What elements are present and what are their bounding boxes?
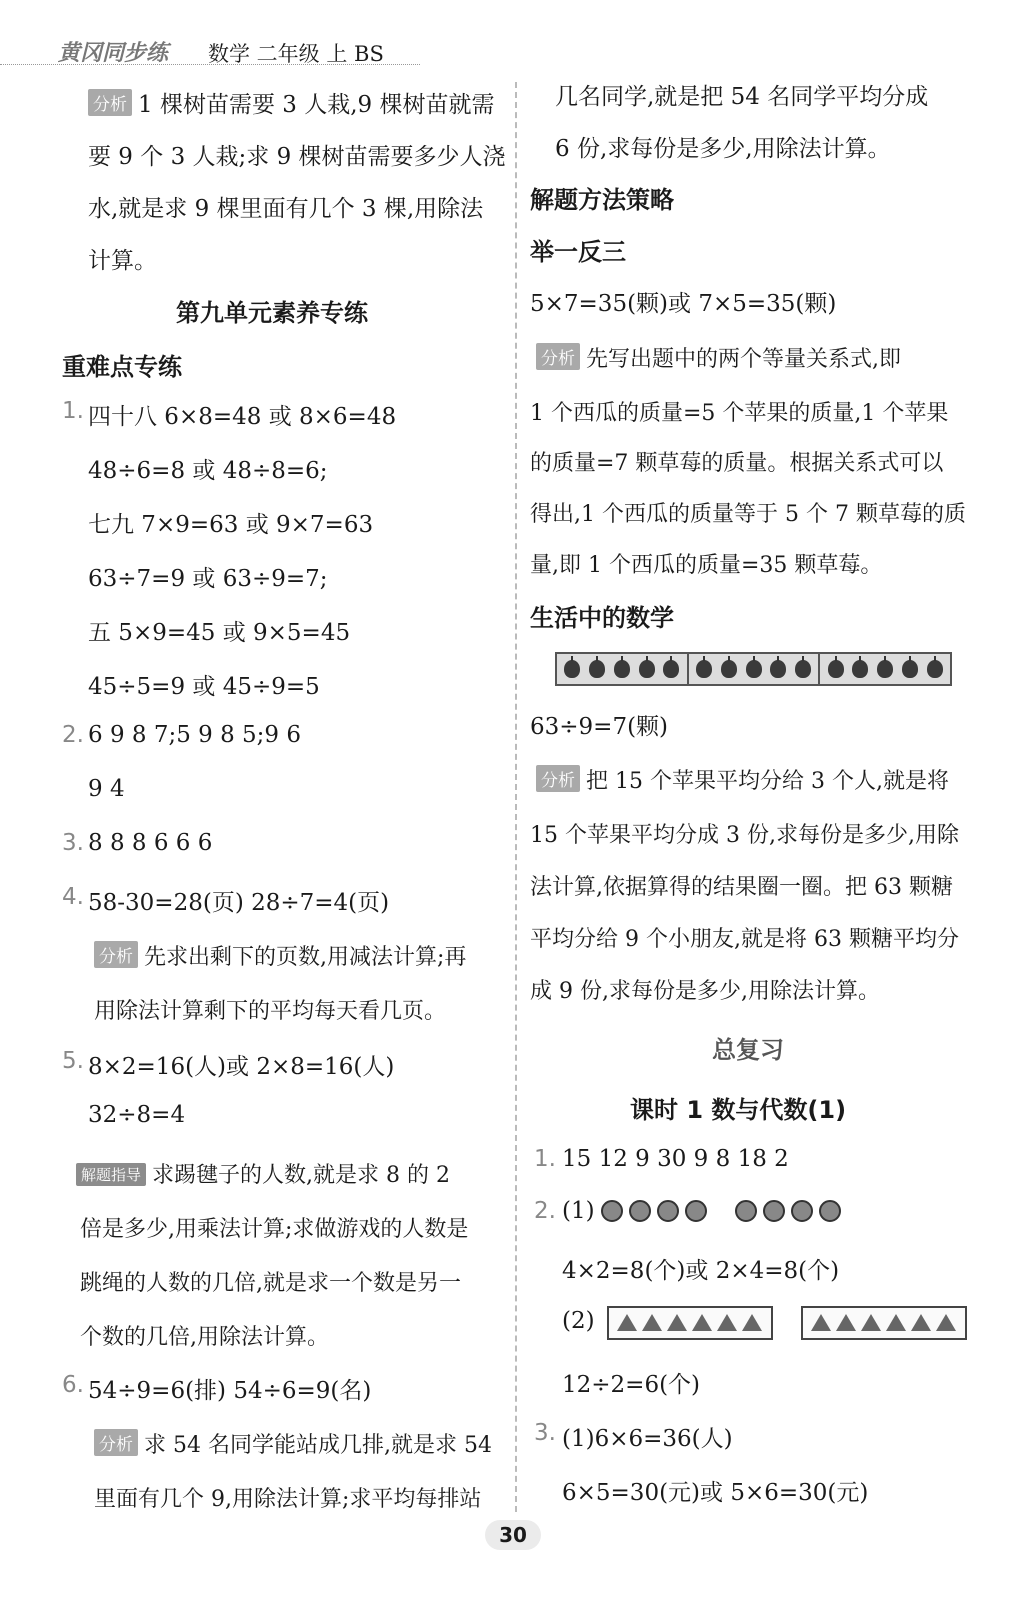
q4-analysis-line-2: 用除法计算剩下的平均每天看几页。 [94, 999, 447, 1024]
triangle-icon [692, 1314, 712, 1331]
q5-guide-line-1: 解题指导 求踢毽子的人数,就是求 8 的 2 [76, 1158, 450, 1189]
circle-icon [819, 1200, 841, 1222]
triangle-group-1 [607, 1306, 773, 1340]
analysis-tag: 分析 [88, 89, 132, 116]
eq-candy: 63÷9=7(颗) [530, 714, 669, 740]
q6-number: 6. [62, 1372, 84, 1398]
q2-line-1: 6 9 8 7;5 9 8 5;9 6 [88, 722, 302, 748]
analysis-tag: 分析 [94, 941, 138, 968]
q1-line-2: 48÷6=8 或 48÷8=6; [88, 458, 328, 484]
apple-icon [877, 660, 893, 678]
q4-number: 4. [62, 884, 84, 910]
analysis2-line-1: 分析 把 15 个苹果平均分给 3 个人,就是将 [536, 764, 949, 795]
analysis-tag: 分析 [536, 343, 580, 370]
analysis1-line-1: 分析 先写出题中的两个等量关系式,即 [536, 342, 901, 373]
apple-icon [852, 660, 868, 678]
q5-line-2: 32÷8=4 [88, 1102, 186, 1128]
apple-group-2 [689, 654, 821, 684]
q1-line-5: 五 5×9=45 或 9×5=45 [88, 620, 351, 646]
q4-line: 58-30=28(页) 28÷7=4(页) [88, 890, 390, 916]
r2-eq1: 4×2=8(个)或 2×4=8(个) [562, 1258, 840, 1284]
column-divider [515, 82, 517, 1512]
apple-icon [614, 660, 630, 678]
triangle-icon [617, 1314, 637, 1331]
apple-groups-figure [555, 652, 952, 686]
left-intro-line-2: 要 9 个 3 人栽;求 9 棵树苗需要多少人浇 [88, 144, 506, 170]
life-heading: 生活中的数学 [530, 604, 674, 632]
unit-title: 第九单元素养专练 [176, 299, 368, 327]
circle-icon [685, 1200, 707, 1222]
q1-line-3: 七九 7×9=63 或 9×7=63 [88, 512, 374, 538]
q1-line-4: 63÷7=9 或 63÷9=7; [88, 566, 328, 592]
analysis1-line-2: 1 个西瓜的质量=5 个苹果的质量,1 个苹果 [530, 401, 949, 426]
r2-circles [562, 1198, 847, 1224]
analysis2-line-4: 平均分给 9 个小朋友,就是将 63 颗糖平均分 [530, 927, 959, 952]
apple-icon [828, 660, 844, 678]
q3-number: 3. [62, 830, 84, 856]
apple-icon [902, 660, 918, 678]
analysis-tag: 分析 [536, 765, 580, 792]
apple-icon [721, 660, 737, 678]
q6-analysis-line-2: 里面有几个 9,用除法计算;求平均每排站 [94, 1487, 482, 1512]
analysis1-line-5: 量,即 1 个西瓜的质量=35 颗草莓。 [530, 553, 883, 578]
juyi-heading: 举一反三 [530, 238, 626, 266]
q2-number: 2. [62, 722, 84, 748]
r3-line-1: (1)6×6=36(人) [562, 1426, 733, 1452]
q5-guide-line-4: 个数的几倍,用除法计算。 [80, 1325, 329, 1350]
left-intro-line-3: 水,就是求 9 棵里面有几个 3 棵,用除法 [88, 196, 484, 222]
r2-part2-label: (2) [562, 1308, 595, 1334]
q1-line-1: 四十八 6×8=48 或 8×6=48 [88, 404, 397, 430]
left-intro-line-4: 计算。 [88, 248, 157, 274]
left-intro-line-1: 分析 1 棵树苗需要 3 人栽,9 棵树苗就需 [88, 86, 494, 119]
triangle-icon [911, 1314, 931, 1331]
triangle-icon [861, 1314, 881, 1331]
triangle-group-2 [801, 1306, 967, 1340]
triangle-icon [717, 1314, 737, 1331]
triangle-icon [936, 1314, 956, 1331]
r3-line-2: 6×5=30(元)或 5×6=30(元) [562, 1480, 869, 1506]
apple-icon [795, 660, 811, 678]
header-title: 数学 二年级 上 BS [208, 42, 384, 66]
apple-group-3 [820, 654, 950, 684]
q2-line-2: 9 4 [88, 776, 125, 802]
r3-number: 3. [534, 1420, 556, 1446]
q5-guide-line-2: 倍是多少,用乘法计算;求做游戏的人数是 [80, 1217, 469, 1242]
q3-line: 8 8 8 6 6 6 [88, 830, 213, 856]
analysis2-line-5: 成 9 份,求每份是多少,用除法计算。 [530, 979, 880, 1004]
apple-icon [746, 660, 762, 678]
r2-number: 2. [534, 1198, 556, 1224]
brand-logo: 黄冈同步练 [58, 41, 169, 66]
apple-group-1 [557, 654, 689, 684]
page-number: 30 [485, 1520, 541, 1550]
apple-icon [770, 660, 786, 678]
triangle-icon [811, 1314, 831, 1331]
strategy-heading: 解题方法策略 [530, 186, 674, 214]
right-cont-line-1: 几名同学,就是把 54 名同学平均分成 [555, 84, 929, 110]
lesson-heading: 课时 1 数与代数(1) [630, 1096, 847, 1124]
r2-eq2: 12÷2=6(个) [562, 1372, 701, 1398]
analysis2-line-2: 15 个苹果平均分成 3 份,求每份是多少,用除 [530, 823, 959, 848]
q1-number: 1. [62, 398, 84, 424]
eq-watermelon: 5×7=35(颗)或 7×5=35(颗) [530, 291, 837, 317]
apple-icon [663, 660, 679, 678]
review-heading: 总复习 [712, 1036, 784, 1064]
circle-icon [601, 1200, 623, 1222]
r2-part1-label: (1) [562, 1198, 595, 1224]
analysis2-line-3: 法计算,依据算得的结果圈一圈。把 63 颗糖 [530, 875, 953, 900]
triangle-icon [836, 1314, 856, 1331]
q4-analysis-line-1: 分析 先求出剩下的页数,用减法计算;再 [94, 940, 466, 971]
q6-analysis-line-1: 分析 求 54 名同学能站成几排,就是求 54 [94, 1428, 492, 1459]
apple-icon [564, 660, 580, 678]
q5-number: 5. [62, 1048, 84, 1074]
guide-tag: 解题指导 [76, 1163, 146, 1186]
q6-line: 54÷9=6(排) 54÷6=9(名) [88, 1378, 372, 1404]
circle-icon [763, 1200, 785, 1222]
analysis-tag: 分析 [94, 1429, 138, 1456]
q5-line-1: 8×2=16(人)或 2×8=16(人) [88, 1054, 395, 1080]
circle-icon [791, 1200, 813, 1222]
analysis1-line-4: 得出,1 个西瓜的质量等于 5 个 7 颗草莓的质 [530, 502, 966, 527]
q1-line-6: 45÷5=9 或 45÷9=5 [88, 674, 320, 700]
right-cont-line-2: 6 份,求每份是多少,用除法计算。 [555, 136, 891, 162]
section-heading: 重难点专练 [62, 353, 182, 381]
triangle-icon [667, 1314, 687, 1331]
circle-icon [629, 1200, 651, 1222]
analysis1-line-3: 的质量=7 颗草莓的质量。根据关系式可以 [530, 451, 944, 476]
triangle-icon [642, 1314, 662, 1331]
q5-guide-line-3: 跳绳的人数的几倍,就是求一个数是另一 [80, 1271, 461, 1296]
circle-icon [735, 1200, 757, 1222]
apple-icon [589, 660, 605, 678]
triangle-icon [886, 1314, 906, 1331]
r1-number: 1. [534, 1146, 556, 1172]
apple-icon [696, 660, 712, 678]
triangle-icon [742, 1314, 762, 1331]
circle-icon [657, 1200, 679, 1222]
apple-icon [927, 660, 943, 678]
r1-line: 15 12 9 30 9 8 18 2 [562, 1146, 789, 1172]
apple-icon [639, 660, 655, 678]
